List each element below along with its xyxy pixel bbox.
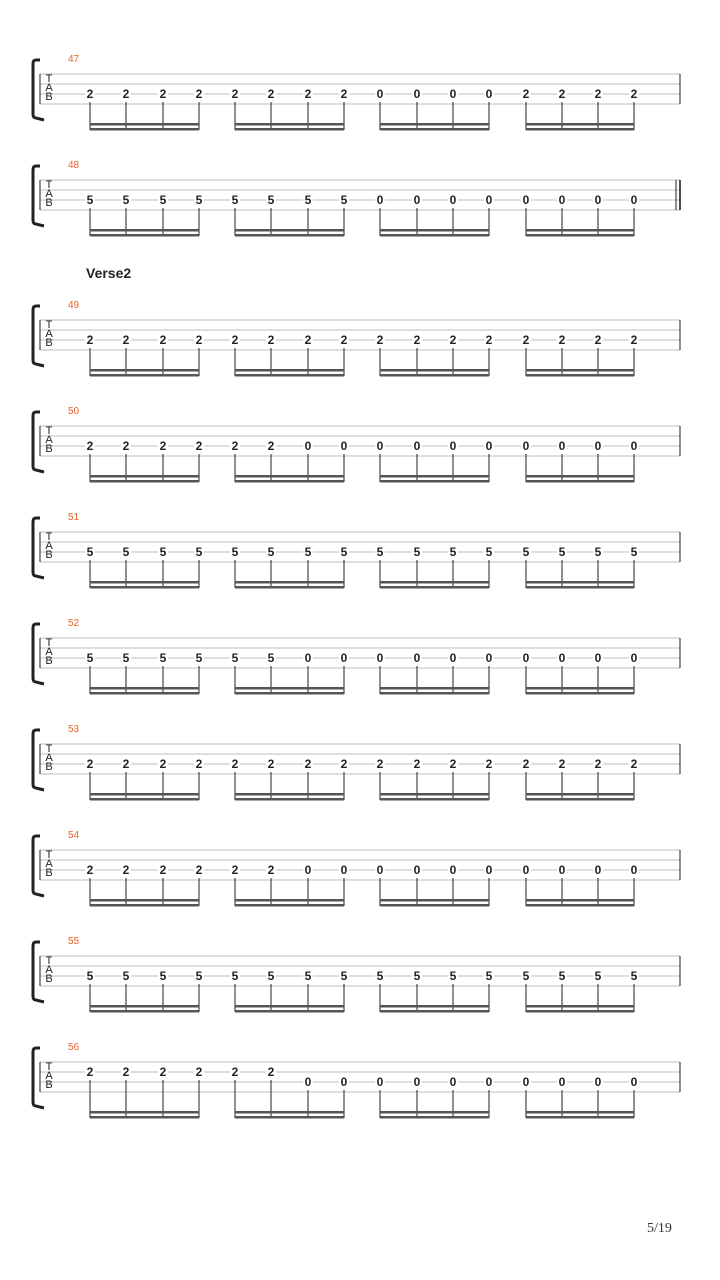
beam	[90, 128, 199, 131]
beam	[90, 374, 199, 377]
fret-number: 0	[485, 1075, 493, 1089]
fret-number: 2	[195, 863, 203, 877]
fret-number: 0	[558, 439, 566, 453]
measure-number: 52	[68, 618, 80, 629]
fret-number: 0	[522, 1075, 530, 1089]
tab-clef-letter: T	[45, 179, 53, 191]
system-bracket	[33, 836, 44, 896]
beam	[90, 687, 199, 690]
beam	[235, 581, 344, 584]
fret-number: 0	[413, 651, 421, 665]
beam	[90, 581, 199, 584]
beam	[90, 480, 199, 483]
fret-number: 0	[413, 439, 421, 453]
fret-number: 2	[122, 439, 130, 453]
beam	[380, 1010, 489, 1013]
beam	[380, 475, 489, 478]
tab-clef-letter: A	[45, 1070, 53, 1082]
beam	[526, 234, 634, 237]
fret-number: 2	[630, 757, 638, 771]
fret-number: 0	[630, 193, 638, 207]
fret-number: 2	[159, 87, 167, 101]
beam	[235, 123, 344, 126]
fret-number: 2	[522, 333, 530, 347]
fret-number: 5	[340, 545, 348, 559]
fret-number: 0	[413, 87, 421, 101]
fret-number: 5	[267, 193, 275, 207]
beam	[90, 586, 199, 589]
beam	[380, 692, 489, 695]
measure-number: 50	[68, 406, 80, 417]
beam	[235, 1010, 344, 1013]
beam	[526, 581, 634, 584]
fret-number: 5	[195, 193, 203, 207]
fret-number: 0	[340, 1075, 348, 1089]
fret-number: 2	[231, 757, 239, 771]
tab-clef-letter: B	[45, 867, 53, 879]
fret-number: 5	[630, 969, 638, 983]
beam	[380, 229, 489, 232]
fret-number: 2	[340, 757, 348, 771]
beam	[526, 1010, 634, 1013]
fret-number: 0	[485, 439, 493, 453]
measure-number: 56	[68, 1042, 80, 1053]
fret-number: 0	[485, 193, 493, 207]
beam	[235, 904, 344, 907]
fret-number: 2	[449, 333, 457, 347]
fret-number: 5	[304, 193, 312, 207]
fret-number: 5	[231, 193, 239, 207]
system-bracket	[33, 942, 44, 1002]
beam	[90, 798, 199, 801]
fret-number: 0	[376, 439, 384, 453]
fret-number: 5	[558, 969, 566, 983]
fret-number: 5	[159, 969, 167, 983]
fret-number: 5	[122, 193, 130, 207]
beam	[90, 123, 199, 126]
fret-number: 5	[449, 969, 457, 983]
fret-number: 5	[267, 969, 275, 983]
fret-number: 0	[485, 651, 493, 665]
fret-number: 2	[413, 333, 421, 347]
beam	[526, 1111, 634, 1114]
fret-number: 5	[195, 651, 203, 665]
fret-number: 5	[267, 545, 275, 559]
fret-number: 2	[86, 863, 94, 877]
fret-number: 0	[304, 863, 312, 877]
beam	[380, 1111, 489, 1114]
fret-number: 2	[630, 87, 638, 101]
beam	[235, 586, 344, 589]
beam	[380, 798, 489, 801]
tab-clef-letter: B	[45, 1079, 53, 1091]
fret-number: 2	[122, 863, 130, 877]
fret-number: 2	[231, 333, 239, 347]
fret-number: 2	[304, 333, 312, 347]
system-bracket	[33, 518, 44, 578]
tab-clef-letter: B	[45, 549, 53, 561]
beam	[235, 1005, 344, 1008]
fret-number: 5	[522, 969, 530, 983]
beam	[380, 123, 489, 126]
beam	[90, 1111, 199, 1114]
fret-number: 0	[449, 651, 457, 665]
tab-clef-letter: T	[45, 73, 53, 85]
fret-number: 2	[594, 87, 602, 101]
beam	[526, 374, 634, 377]
fret-number: 2	[594, 757, 602, 771]
beam	[235, 369, 344, 372]
fret-number: 2	[195, 757, 203, 771]
fret-number: 5	[413, 545, 421, 559]
fret-number: 5	[304, 969, 312, 983]
fret-number: 2	[122, 333, 130, 347]
fret-number: 5	[231, 651, 239, 665]
measure-number: 53	[68, 724, 80, 735]
fret-number: 2	[267, 439, 275, 453]
fret-number: 0	[449, 863, 457, 877]
fret-number: 2	[413, 757, 421, 771]
beam	[526, 904, 634, 907]
fret-number: 2	[304, 757, 312, 771]
fret-number: 5	[267, 651, 275, 665]
fret-number: 5	[86, 545, 94, 559]
fret-number: 2	[86, 87, 94, 101]
fret-number: 5	[159, 545, 167, 559]
fret-number: 2	[522, 87, 530, 101]
fret-number: 2	[376, 333, 384, 347]
beam	[90, 1005, 199, 1008]
fret-number: 2	[485, 333, 493, 347]
section-label: Verse2	[86, 265, 132, 281]
fret-number: 5	[340, 969, 348, 983]
fret-number: 2	[231, 87, 239, 101]
beam	[235, 1111, 344, 1114]
fret-number: 2	[195, 1065, 203, 1079]
tab-clef-letter: B	[45, 443, 53, 455]
fret-number: 2	[304, 87, 312, 101]
fret-number: 0	[594, 651, 602, 665]
fret-number: 2	[558, 87, 566, 101]
beam	[235, 798, 344, 801]
beam	[235, 899, 344, 902]
system-bracket	[33, 60, 44, 120]
fret-number: 0	[376, 1075, 384, 1089]
fret-number: 5	[86, 969, 94, 983]
beam	[380, 793, 489, 796]
fret-number: 5	[522, 545, 530, 559]
beam	[235, 229, 344, 232]
tab-clef-letter: T	[45, 637, 53, 649]
fret-number: 0	[376, 87, 384, 101]
beam	[90, 475, 199, 478]
fret-number: 5	[195, 545, 203, 559]
tab-clef-letter: A	[45, 540, 53, 552]
fret-number: 2	[231, 863, 239, 877]
fret-number: 2	[340, 87, 348, 101]
fret-number: 0	[594, 863, 602, 877]
tab-clef-letter: B	[45, 91, 53, 103]
tab-clef-letter: T	[45, 849, 53, 861]
beam	[526, 369, 634, 372]
fret-number: 2	[267, 87, 275, 101]
fret-number: 2	[485, 757, 493, 771]
beam	[380, 234, 489, 237]
beam	[380, 128, 489, 131]
measure-number: 47	[68, 54, 80, 65]
beam	[526, 123, 634, 126]
beam	[235, 475, 344, 478]
beam	[90, 1116, 199, 1119]
tab-clef-letter: A	[45, 82, 53, 94]
fret-number: 2	[122, 757, 130, 771]
tab-clef-letter: T	[45, 955, 53, 967]
fret-number: 5	[449, 545, 457, 559]
beam	[90, 234, 199, 237]
beam	[526, 1005, 634, 1008]
fret-number: 5	[122, 651, 130, 665]
fret-number: 0	[522, 193, 530, 207]
fret-number: 5	[86, 193, 94, 207]
fret-number: 0	[522, 439, 530, 453]
beam	[235, 1116, 344, 1119]
beam	[526, 899, 634, 902]
fret-number: 0	[630, 651, 638, 665]
measure-number: 51	[68, 512, 80, 523]
tab-clef-letter: T	[45, 425, 53, 437]
beam	[235, 128, 344, 131]
measure-number: 48	[68, 160, 80, 171]
fret-number: 0	[340, 439, 348, 453]
fret-number: 2	[159, 439, 167, 453]
fret-number: 2	[522, 757, 530, 771]
beam	[526, 475, 634, 478]
fret-number: 0	[449, 439, 457, 453]
fret-number: 0	[630, 863, 638, 877]
fret-number: 5	[159, 651, 167, 665]
beam	[526, 1116, 634, 1119]
fret-number: 0	[340, 863, 348, 877]
tab-clef-letter: B	[45, 337, 53, 349]
fret-number: 5	[86, 651, 94, 665]
fret-number: 5	[594, 545, 602, 559]
tab-clef-letter: T	[45, 1061, 53, 1073]
fret-number: 2	[195, 333, 203, 347]
fret-number: 0	[376, 193, 384, 207]
fret-number: 0	[304, 439, 312, 453]
fret-number: 5	[376, 545, 384, 559]
fret-number: 0	[558, 193, 566, 207]
fret-number: 0	[522, 863, 530, 877]
beam	[526, 687, 634, 690]
fret-number: 5	[231, 545, 239, 559]
beam	[235, 793, 344, 796]
fret-number: 0	[413, 193, 421, 207]
measure-number: 54	[68, 830, 80, 841]
fret-number: 0	[485, 863, 493, 877]
fret-number: 2	[558, 757, 566, 771]
beam	[235, 374, 344, 377]
fret-number: 2	[231, 439, 239, 453]
tab-clef-letter: A	[45, 434, 53, 446]
fret-number: 0	[558, 1075, 566, 1089]
fret-number: 2	[267, 757, 275, 771]
fret-number: 2	[159, 1065, 167, 1079]
tab-clef-letter: T	[45, 319, 53, 331]
fret-number: 5	[122, 969, 130, 983]
beam	[380, 581, 489, 584]
fret-number: 0	[449, 87, 457, 101]
beam	[526, 798, 634, 801]
beam	[380, 480, 489, 483]
beam	[380, 369, 489, 372]
beam	[380, 1005, 489, 1008]
beam	[526, 586, 634, 589]
tab-clef-letter: A	[45, 858, 53, 870]
fret-number: 0	[522, 651, 530, 665]
fret-number: 5	[594, 969, 602, 983]
system-bracket	[33, 730, 44, 790]
beam	[380, 904, 489, 907]
fret-number: 5	[413, 969, 421, 983]
fret-number: 5	[122, 545, 130, 559]
fret-number: 5	[304, 545, 312, 559]
tab-clef-letter: A	[45, 964, 53, 976]
fret-number: 2	[630, 333, 638, 347]
beam	[90, 793, 199, 796]
fret-number: 2	[340, 333, 348, 347]
fret-number: 2	[376, 757, 384, 771]
beam	[90, 899, 199, 902]
fret-number: 2	[231, 1065, 239, 1079]
fret-number: 5	[159, 193, 167, 207]
fret-number: 0	[340, 651, 348, 665]
fret-number: 2	[267, 333, 275, 347]
fret-number: 2	[267, 863, 275, 877]
fret-number: 2	[86, 757, 94, 771]
fret-number: 5	[558, 545, 566, 559]
fret-number: 0	[594, 1075, 602, 1089]
fret-number: 2	[159, 333, 167, 347]
beam	[90, 692, 199, 695]
beam	[235, 234, 344, 237]
beam	[380, 586, 489, 589]
tab-clef-letter: A	[45, 188, 53, 200]
tab-clef-letter: A	[45, 646, 53, 658]
system-bracket	[33, 1048, 44, 1108]
fret-number: 0	[630, 439, 638, 453]
beam	[526, 229, 634, 232]
tab-clef-letter: T	[45, 743, 53, 755]
beam	[90, 229, 199, 232]
fret-number: 0	[449, 1075, 457, 1089]
beam	[526, 480, 634, 483]
fret-number: 0	[449, 193, 457, 207]
fret-number: 0	[558, 651, 566, 665]
beam	[380, 1116, 489, 1119]
beam	[90, 904, 199, 907]
measure-number: 55	[68, 936, 80, 947]
fret-number: 2	[267, 1065, 275, 1079]
fret-number: 0	[413, 863, 421, 877]
fret-number: 2	[159, 757, 167, 771]
fret-number: 0	[594, 439, 602, 453]
fret-number: 5	[195, 969, 203, 983]
fret-number: 0	[594, 193, 602, 207]
fret-number: 0	[376, 863, 384, 877]
beam	[526, 793, 634, 796]
beam	[235, 687, 344, 690]
tab-clef-letter: A	[45, 752, 53, 764]
fret-number: 2	[86, 1065, 94, 1079]
fret-number: 5	[630, 545, 638, 559]
fret-number: 0	[630, 1075, 638, 1089]
fret-number: 5	[231, 969, 239, 983]
fret-number: 5	[340, 193, 348, 207]
page-number: 5/19	[647, 1221, 672, 1236]
beam	[380, 374, 489, 377]
measure-number: 49	[68, 300, 80, 311]
fret-number: 2	[86, 439, 94, 453]
fret-number: 5	[485, 545, 493, 559]
fret-number: 0	[485, 87, 493, 101]
fret-number: 2	[122, 87, 130, 101]
beam	[380, 899, 489, 902]
fret-number: 0	[304, 1075, 312, 1089]
tab-clef-letter: B	[45, 197, 53, 209]
beam	[235, 692, 344, 695]
beam	[380, 687, 489, 690]
tab-clef-letter: B	[45, 655, 53, 667]
tab-clef-letter: B	[45, 761, 53, 773]
system-bracket	[33, 306, 44, 366]
beam	[526, 692, 634, 695]
beam	[90, 1010, 199, 1013]
beam	[90, 369, 199, 372]
system-bracket	[33, 624, 44, 684]
system-bracket	[33, 166, 44, 226]
fret-number: 0	[376, 651, 384, 665]
beam	[235, 480, 344, 483]
fret-number: 2	[594, 333, 602, 347]
tab-clef-letter: T	[45, 531, 53, 543]
fret-number: 2	[122, 1065, 130, 1079]
fret-number: 2	[558, 333, 566, 347]
system-bracket	[33, 412, 44, 472]
fret-number: 0	[558, 863, 566, 877]
tab-clef-letter: A	[45, 328, 53, 340]
fret-number: 5	[485, 969, 493, 983]
fret-number: 2	[195, 439, 203, 453]
fret-number: 0	[304, 651, 312, 665]
fret-number: 2	[449, 757, 457, 771]
fret-number: 0	[413, 1075, 421, 1089]
beam	[526, 128, 634, 131]
tab-clef-letter: B	[45, 973, 53, 985]
fret-number: 5	[376, 969, 384, 983]
fret-number: 2	[195, 87, 203, 101]
fret-number: 2	[86, 333, 94, 347]
fret-number: 2	[159, 863, 167, 877]
